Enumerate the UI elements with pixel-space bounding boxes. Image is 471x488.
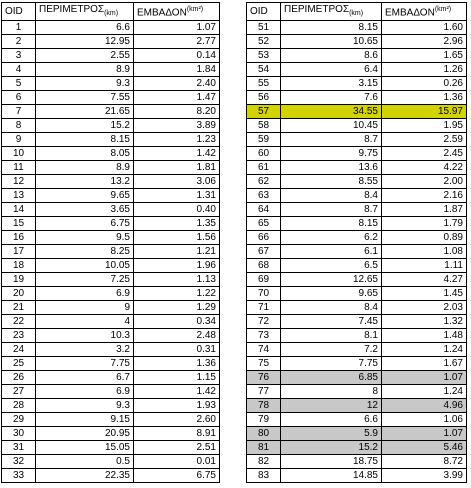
header-area xyxy=(134,3,220,21)
cell-perimeter: 7.45 xyxy=(281,315,382,329)
cell-area: 8.20 xyxy=(134,105,220,119)
cell-perimeter: 10.05 xyxy=(36,259,134,273)
cell-perimeter: 12 xyxy=(281,399,382,413)
cell-perimeter: 9 xyxy=(36,301,134,315)
cell-area: 1.32 xyxy=(382,315,467,329)
cell-area: 4.96 xyxy=(382,399,467,413)
cell-area: 2.03 xyxy=(382,301,467,315)
cell-oid: 67 xyxy=(247,245,281,259)
cell-oid: 2 xyxy=(2,35,36,49)
cell-perimeter: 10.45 xyxy=(281,119,382,133)
cell-oid: 4 xyxy=(2,63,36,77)
table-row xyxy=(247,301,467,315)
table-row xyxy=(2,413,220,427)
cell-oid: 69 xyxy=(247,273,281,287)
table-row xyxy=(247,63,467,77)
cell-perimeter: 8.25 xyxy=(36,245,134,259)
table-row xyxy=(2,273,220,287)
table-row xyxy=(2,189,220,203)
header-perimeter-label: ΠΕΡΙΜΕΤΡΟΣ xyxy=(39,4,105,15)
cell-perimeter: 6.9 xyxy=(36,287,134,301)
cell-area: 2.77 xyxy=(134,35,220,49)
table-row xyxy=(2,91,220,105)
cell-perimeter: 8.9 xyxy=(36,63,134,77)
table-row xyxy=(2,357,220,371)
cell-oid: 64 xyxy=(247,203,281,217)
cell-oid: 25 xyxy=(2,357,36,371)
cell-area: 8.91 xyxy=(134,427,220,441)
header-area-unit: (km²) xyxy=(434,6,452,14)
cell-oid: 28 xyxy=(2,399,36,413)
cell-oid: 73 xyxy=(247,329,281,343)
cell-perimeter: 7.2 xyxy=(281,343,382,357)
table-row xyxy=(247,413,467,427)
cell-area: 1.67 xyxy=(382,357,467,371)
cell-oid: 15 xyxy=(2,217,36,231)
table-row xyxy=(247,231,467,245)
table-row xyxy=(247,217,467,231)
table-row xyxy=(2,49,220,63)
cell-area: 2.51 xyxy=(134,441,220,455)
cell-area: 1.11 xyxy=(382,259,467,273)
table-row xyxy=(2,217,220,231)
cell-area: 1.23 xyxy=(134,133,220,147)
table-row xyxy=(2,287,220,301)
cell-oid: 62 xyxy=(247,175,281,189)
table-row xyxy=(247,343,467,357)
cell-oid: 8 xyxy=(2,119,36,133)
cell-perimeter: 9.3 xyxy=(36,77,134,91)
cell-oid: 22 xyxy=(2,315,36,329)
table-row xyxy=(2,329,220,343)
cell-area: 0.14 xyxy=(134,49,220,63)
cell-oid: 7 xyxy=(2,105,36,119)
cell-perimeter: 13.6 xyxy=(281,161,382,175)
table-row xyxy=(2,35,220,49)
table-row xyxy=(2,147,220,161)
cell-oid: 70 xyxy=(247,287,281,301)
cell-perimeter: 6.6 xyxy=(281,413,382,427)
cell-area: 1.42 xyxy=(134,147,220,161)
table-row xyxy=(2,371,220,385)
table-row xyxy=(2,455,220,469)
cell-perimeter: 12.65 xyxy=(281,273,382,287)
cell-perimeter: 6.4 xyxy=(281,63,382,77)
cell-perimeter: 0.5 xyxy=(36,455,134,469)
cell-perimeter: 8.7 xyxy=(281,133,382,147)
table-row xyxy=(2,427,220,441)
cell-oid: 60 xyxy=(247,147,281,161)
cell-perimeter: 18.75 xyxy=(281,455,382,469)
cell-area: 15.97 xyxy=(382,105,467,119)
table-row xyxy=(247,357,467,371)
cell-perimeter: 13.2 xyxy=(36,175,134,189)
table-row xyxy=(247,35,467,49)
cell-oid: 81 xyxy=(247,441,281,455)
cell-area: 0.01 xyxy=(134,455,220,469)
cell-area: 8.72 xyxy=(382,455,467,469)
table-row xyxy=(247,105,467,119)
cell-area: 1.08 xyxy=(382,245,467,259)
cell-perimeter: 3.15 xyxy=(281,77,382,91)
cell-perimeter: 8.9 xyxy=(36,161,134,175)
cell-area: 4.27 xyxy=(382,273,467,287)
cell-perimeter: 9.5 xyxy=(36,231,134,245)
table-row xyxy=(247,371,467,385)
cell-perimeter: 8.15 xyxy=(281,217,382,231)
cell-area: 1.96 xyxy=(134,259,220,273)
table-row xyxy=(247,329,467,343)
cell-perimeter: 6.5 xyxy=(281,259,382,273)
cell-area: 2.48 xyxy=(134,329,220,343)
cell-oid: 83 xyxy=(247,469,281,483)
cell-oid: 14 xyxy=(2,203,36,217)
cell-oid: 6 xyxy=(2,91,36,105)
cell-oid: 79 xyxy=(247,413,281,427)
cell-area: 1.22 xyxy=(134,287,220,301)
table-row xyxy=(247,455,467,469)
table-row xyxy=(2,385,220,399)
table-row xyxy=(247,259,467,273)
header-row xyxy=(2,3,220,21)
header-row xyxy=(247,3,467,21)
table-row xyxy=(247,133,467,147)
cell-area: 1.42 xyxy=(134,385,220,399)
cell-oid: 33 xyxy=(2,469,36,483)
cell-perimeter: 8.7 xyxy=(281,203,382,217)
table-row xyxy=(247,385,467,399)
table-row xyxy=(2,77,220,91)
table-row xyxy=(2,203,220,217)
cell-oid: 17 xyxy=(2,245,36,259)
cell-oid: 31 xyxy=(2,441,36,455)
cell-perimeter: 9.15 xyxy=(36,413,134,427)
cell-area: 2.00 xyxy=(382,175,467,189)
cell-area: 1.13 xyxy=(134,273,220,287)
cell-perimeter: 20.95 xyxy=(36,427,134,441)
cell-area: 4.22 xyxy=(382,161,467,175)
cell-perimeter: 6.6 xyxy=(36,21,134,35)
cell-oid: 20 xyxy=(2,287,36,301)
cell-area: 1.84 xyxy=(134,63,220,77)
cell-perimeter: 8 xyxy=(281,385,382,399)
cell-area: 2.60 xyxy=(134,413,220,427)
cell-perimeter: 8.1 xyxy=(281,329,382,343)
cell-perimeter: 14.85 xyxy=(281,469,382,483)
cell-oid: 10 xyxy=(2,147,36,161)
cell-area: 1.56 xyxy=(134,231,220,245)
cell-perimeter: 34.55 xyxy=(281,105,382,119)
table-row xyxy=(247,189,467,203)
table-row xyxy=(2,161,220,175)
cell-oid: 11 xyxy=(2,161,36,175)
header-perimeter xyxy=(281,3,382,21)
cell-area: 1.45 xyxy=(382,287,467,301)
cell-area: 1.07 xyxy=(134,21,220,35)
table-row xyxy=(2,315,220,329)
cell-area: 3.89 xyxy=(134,119,220,133)
cell-perimeter: 3.65 xyxy=(36,203,134,217)
data-table-left xyxy=(1,2,220,483)
cell-perimeter: 6.9 xyxy=(36,385,134,399)
cell-oid: 27 xyxy=(2,385,36,399)
cell-oid: 56 xyxy=(247,91,281,105)
cell-oid: 53 xyxy=(247,49,281,63)
cell-perimeter: 12.95 xyxy=(36,35,134,49)
table-row xyxy=(247,399,467,413)
cell-oid: 54 xyxy=(247,63,281,77)
cell-perimeter: 7.75 xyxy=(36,357,134,371)
cell-perimeter: 22.35 xyxy=(36,469,134,483)
cell-area: 1.36 xyxy=(382,91,467,105)
cell-area: 2.40 xyxy=(134,77,220,91)
data-table-right xyxy=(246,2,467,483)
cell-oid: 52 xyxy=(247,35,281,49)
cell-area: 1.79 xyxy=(382,217,467,231)
cell-oid: 74 xyxy=(247,343,281,357)
cell-area: 0.34 xyxy=(134,315,220,329)
cell-area: 0.31 xyxy=(134,343,220,357)
cell-perimeter: 6.1 xyxy=(281,245,382,259)
cell-area: 1.24 xyxy=(382,385,467,399)
cell-area: 1.35 xyxy=(134,217,220,231)
cell-perimeter: 10.65 xyxy=(281,35,382,49)
cell-oid: 13 xyxy=(2,189,36,203)
cell-perimeter: 15.2 xyxy=(281,441,382,455)
cell-area: 1.65 xyxy=(382,49,467,63)
header-perimeter-label: ΠΕΡΙΜΕΤΡΟΣ xyxy=(284,4,350,15)
header-perimeter-unit: (km) xyxy=(349,10,364,17)
cell-oid: 77 xyxy=(247,385,281,399)
table-right-body xyxy=(247,21,467,483)
table-row xyxy=(2,245,220,259)
table-row xyxy=(247,245,467,259)
table-row xyxy=(247,315,467,329)
header-oid: OID xyxy=(2,3,36,21)
table-row xyxy=(247,119,467,133)
cell-perimeter: 21.65 xyxy=(36,105,134,119)
header-perimeter-unit: (km) xyxy=(104,10,119,17)
table-row xyxy=(247,21,467,35)
cell-oid: 82 xyxy=(247,455,281,469)
cell-oid: 16 xyxy=(2,231,36,245)
cell-area: 0.89 xyxy=(382,231,467,245)
header-oid: OID xyxy=(247,3,281,21)
cell-oid: 58 xyxy=(247,119,281,133)
cell-perimeter: 6.7 xyxy=(36,371,134,385)
cell-perimeter: 8.55 xyxy=(281,175,382,189)
cell-oid: 18 xyxy=(2,259,36,273)
cell-area: 6.75 xyxy=(134,469,220,483)
header-perimeter xyxy=(36,3,134,21)
cell-perimeter: 3.2 xyxy=(36,343,134,357)
cell-oid: 32 xyxy=(2,455,36,469)
cell-perimeter: 15.05 xyxy=(36,441,134,455)
table-row xyxy=(2,63,220,77)
cell-oid: 72 xyxy=(247,315,281,329)
table-row xyxy=(247,469,467,483)
table-row xyxy=(2,21,220,35)
cell-area: 2.59 xyxy=(382,133,467,147)
table-row xyxy=(247,441,467,455)
table-left-body xyxy=(2,21,220,483)
cell-oid: 5 xyxy=(2,77,36,91)
cell-area: 1.26 xyxy=(382,63,467,77)
table-row xyxy=(247,287,467,301)
table-row xyxy=(2,119,220,133)
cell-area: 2.45 xyxy=(382,147,467,161)
cell-area: 1.24 xyxy=(382,343,467,357)
cell-area: 1.07 xyxy=(382,427,467,441)
cell-oid: 3 xyxy=(2,49,36,63)
cell-area: 1.06 xyxy=(382,413,467,427)
cell-area: 1.81 xyxy=(134,161,220,175)
cell-oid: 19 xyxy=(2,273,36,287)
table-row xyxy=(2,399,220,413)
table-row xyxy=(2,301,220,315)
cell-area: 1.48 xyxy=(382,329,467,343)
table-row xyxy=(247,91,467,105)
cell-perimeter: 8.4 xyxy=(281,301,382,315)
cell-oid: 51 xyxy=(247,21,281,35)
cell-perimeter: 8.15 xyxy=(281,21,382,35)
cell-oid: 68 xyxy=(247,259,281,273)
cell-area: 1.29 xyxy=(134,301,220,315)
cell-area: 1.95 xyxy=(382,119,467,133)
cell-oid: 21 xyxy=(2,301,36,315)
cell-perimeter: 8.15 xyxy=(36,133,134,147)
header-area xyxy=(382,3,467,21)
cell-area: 0.40 xyxy=(134,203,220,217)
table-row xyxy=(247,147,467,161)
cell-oid: 63 xyxy=(247,189,281,203)
cell-perimeter: 9.65 xyxy=(281,287,382,301)
table-row xyxy=(2,231,220,245)
cell-oid: 80 xyxy=(247,427,281,441)
cell-area: 1.36 xyxy=(134,357,220,371)
table-row xyxy=(2,259,220,273)
cell-perimeter: 8.6 xyxy=(281,49,382,63)
table-row xyxy=(2,441,220,455)
table-row xyxy=(247,175,467,189)
cell-perimeter: 5.9 xyxy=(281,427,382,441)
table-row xyxy=(2,133,220,147)
cell-area: 1.87 xyxy=(382,203,467,217)
cell-oid: 66 xyxy=(247,231,281,245)
cell-oid: 24 xyxy=(2,343,36,357)
cell-area: 1.60 xyxy=(382,21,467,35)
cell-oid: 30 xyxy=(2,427,36,441)
cell-oid: 12 xyxy=(2,175,36,189)
cell-oid: 76 xyxy=(247,371,281,385)
cell-area: 2.16 xyxy=(382,189,467,203)
cell-area: 1.21 xyxy=(134,245,220,259)
cell-oid: 78 xyxy=(247,399,281,413)
cell-perimeter: 6.85 xyxy=(281,371,382,385)
table-row xyxy=(2,175,220,189)
cell-area: 5.46 xyxy=(382,441,467,455)
cell-oid: 9 xyxy=(2,133,36,147)
cell-area: 1.47 xyxy=(134,91,220,105)
cell-area: 3.99 xyxy=(382,469,467,483)
table-row xyxy=(2,469,220,483)
cell-area: 1.31 xyxy=(134,189,220,203)
cell-perimeter: 8.05 xyxy=(36,147,134,161)
table-row xyxy=(247,77,467,91)
cell-oid: 55 xyxy=(247,77,281,91)
cell-oid: 23 xyxy=(2,329,36,343)
table-row xyxy=(247,49,467,63)
cell-perimeter: 7.55 xyxy=(36,91,134,105)
cell-area: 1.15 xyxy=(134,371,220,385)
cell-area: 2.96 xyxy=(382,35,467,49)
cell-area: 3.06 xyxy=(134,175,220,189)
cell-area: 0.26 xyxy=(382,77,467,91)
header-area-label: ΕΜΒΑΔΟΝ xyxy=(385,7,435,19)
cell-oid: 75 xyxy=(247,357,281,371)
cell-area: 1.07 xyxy=(382,371,467,385)
header-area-label: ΕΜΒΑΔΟΝ xyxy=(137,7,187,19)
cell-perimeter: 6.2 xyxy=(281,231,382,245)
cell-perimeter: 9.65 xyxy=(36,189,134,203)
cell-oid: 1 xyxy=(2,21,36,35)
cell-oid: 29 xyxy=(2,413,36,427)
cell-perimeter: 4 xyxy=(36,315,134,329)
cell-perimeter: 9.75 xyxy=(281,147,382,161)
cell-area: 1.93 xyxy=(134,399,220,413)
header-area-unit: (km²) xyxy=(186,6,204,14)
cell-perimeter: 10.3 xyxy=(36,329,134,343)
cell-oid: 61 xyxy=(247,161,281,175)
table-row xyxy=(247,203,467,217)
table-row xyxy=(2,343,220,357)
table-row xyxy=(247,273,467,287)
cell-perimeter: 2.55 xyxy=(36,49,134,63)
cell-perimeter: 9.3 xyxy=(36,399,134,413)
table-row xyxy=(2,105,220,119)
table-row xyxy=(247,427,467,441)
cell-perimeter: 7.6 xyxy=(281,91,382,105)
cell-perimeter: 7.25 xyxy=(36,273,134,287)
table-row xyxy=(247,161,467,175)
cell-perimeter: 8.4 xyxy=(281,189,382,203)
cell-oid: 26 xyxy=(2,371,36,385)
cell-oid: 71 xyxy=(247,301,281,315)
cell-perimeter: 15.2 xyxy=(36,119,134,133)
cell-oid: 59 xyxy=(247,133,281,147)
cell-oid: 65 xyxy=(247,217,281,231)
cell-perimeter: 7.75 xyxy=(281,357,382,371)
cell-perimeter: 6.75 xyxy=(36,217,134,231)
cell-oid: 57 xyxy=(247,105,281,119)
